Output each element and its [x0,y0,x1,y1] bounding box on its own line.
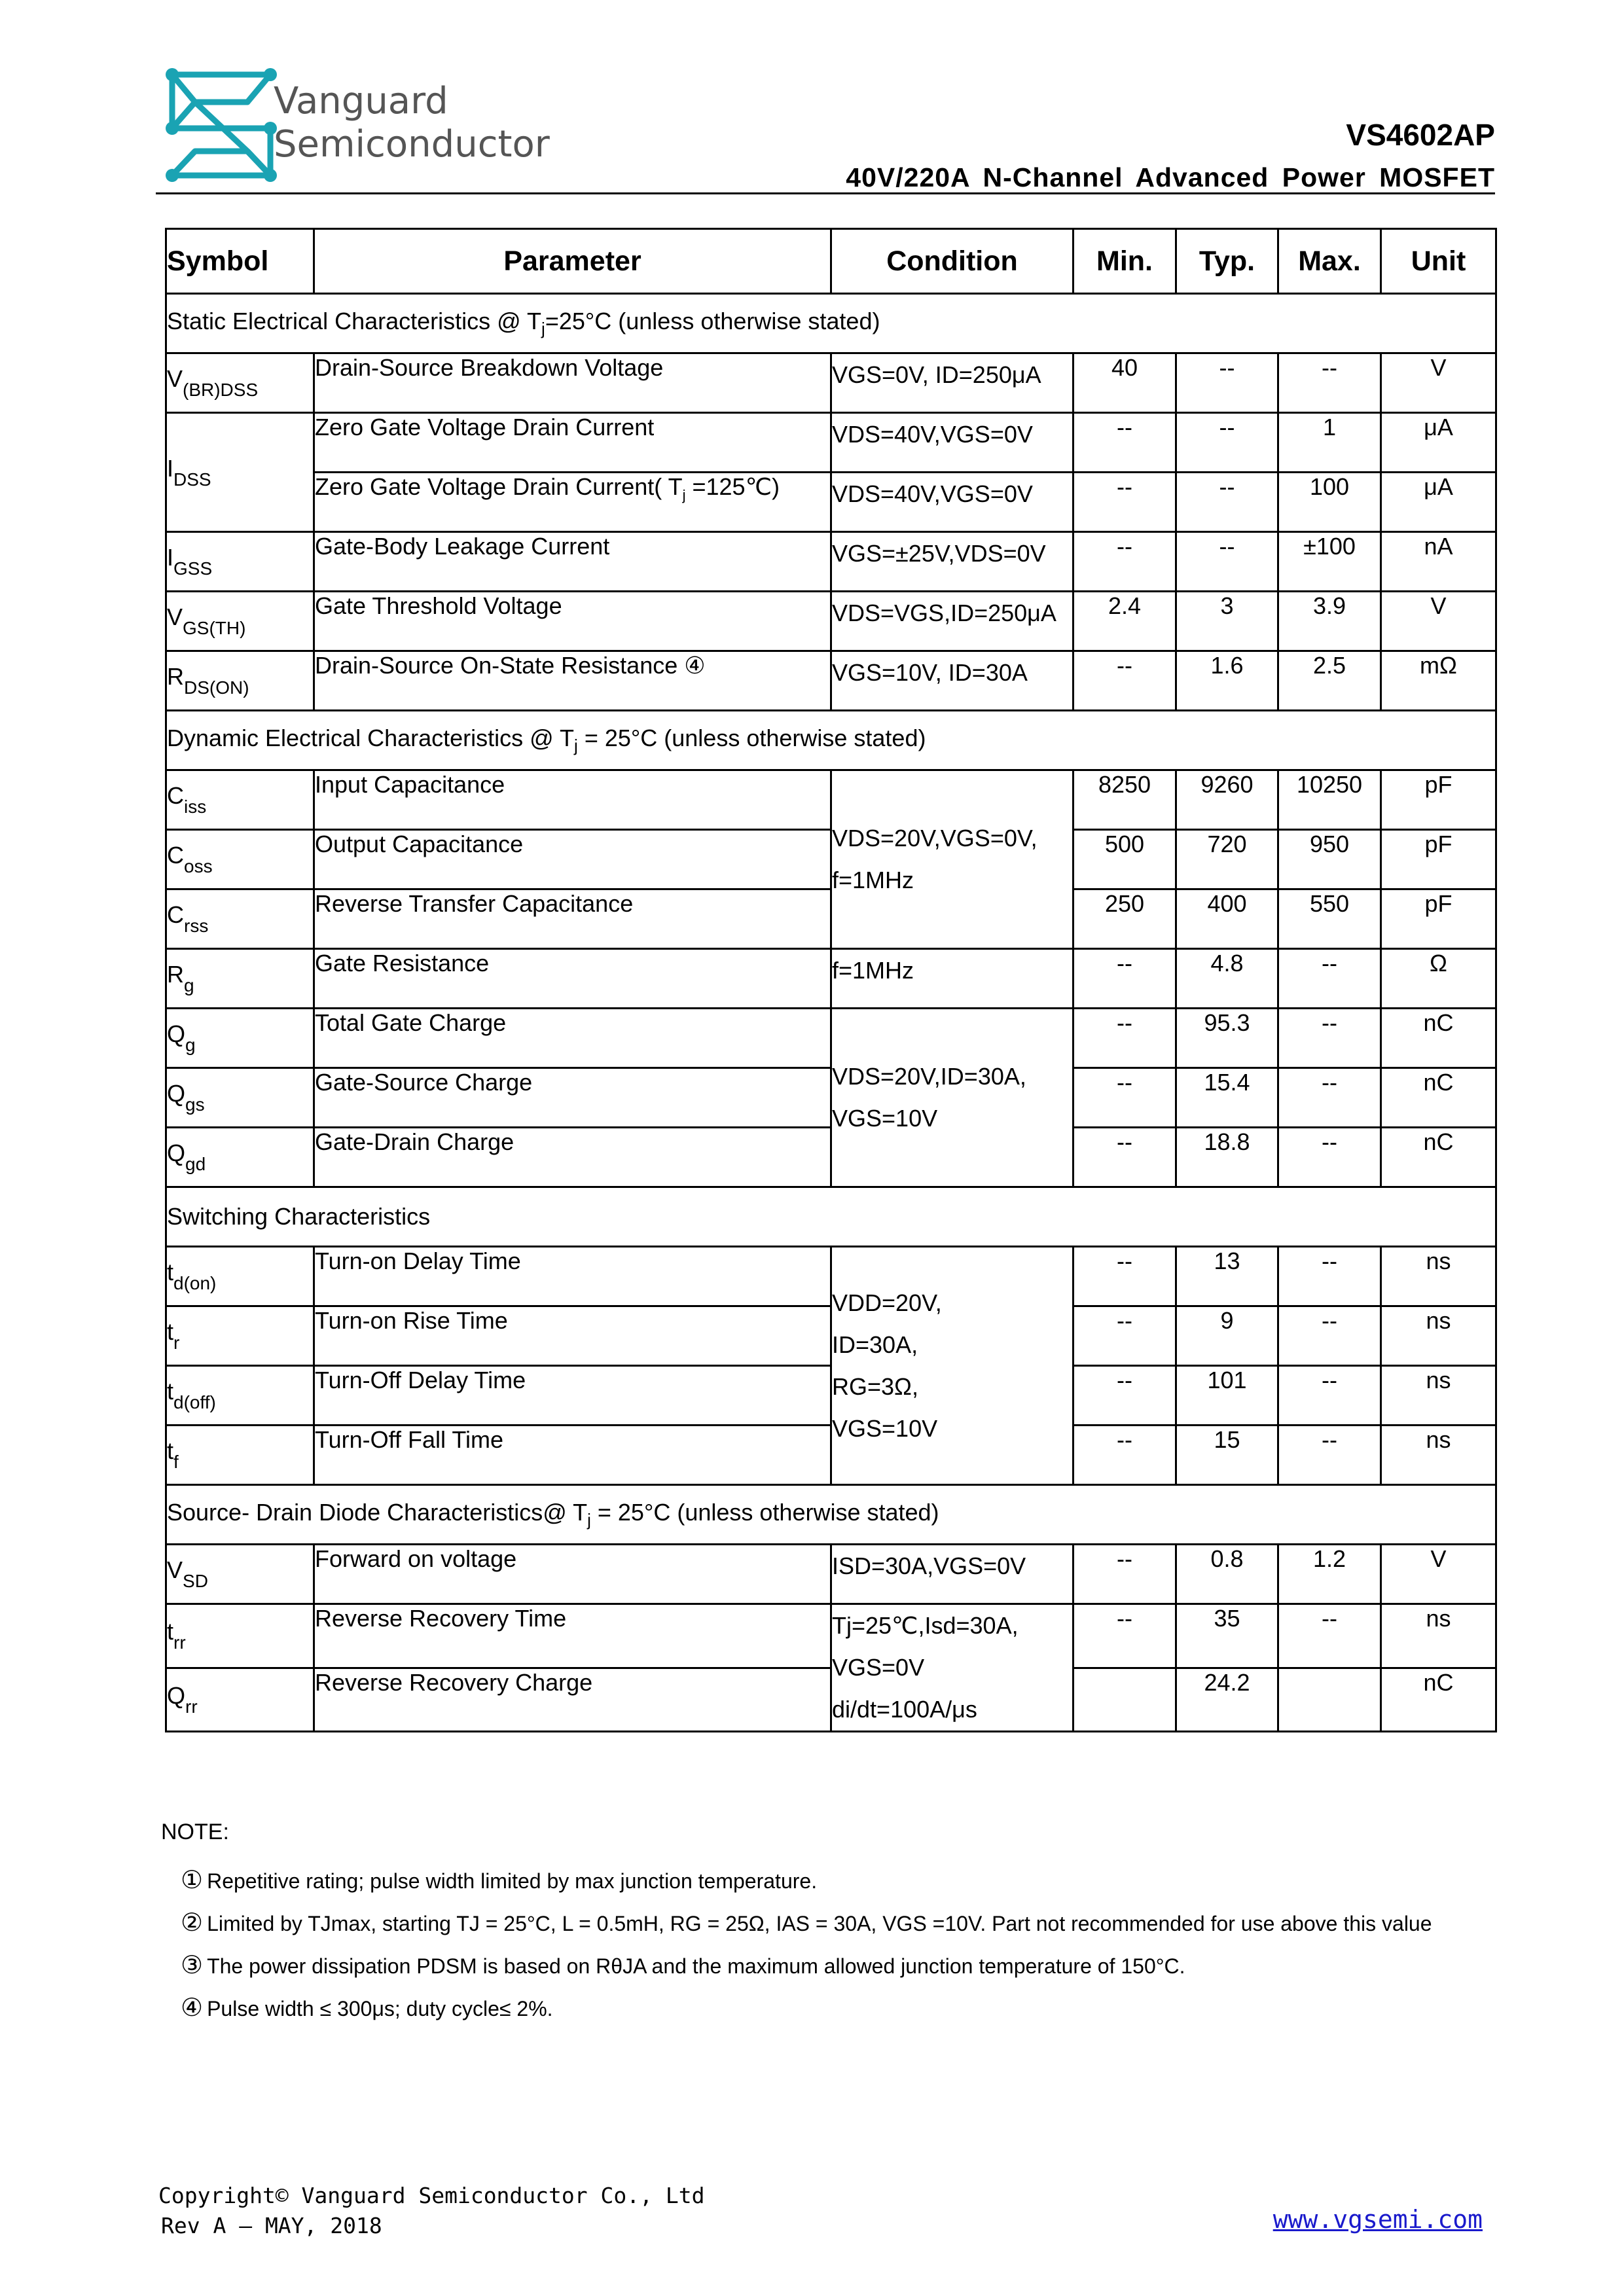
unit-cell: ns [1381,1306,1496,1366]
parameter-cell: Turn-on Delay Time [314,1247,831,1306]
document-subtitle: 40V/220A N-Channel Advanced Power MOSFET [846,162,1495,192]
max-cell: -- [1278,1128,1381,1187]
parameter-cell: Gate-Drain Charge [314,1128,831,1187]
header-min: Min. [1074,229,1176,294]
vanguard-logo [156,63,287,187]
typ-cell: 24.2 [1176,1668,1278,1732]
unit-cell: nA [1381,532,1496,592]
header-typ: Typ. [1176,229,1278,294]
parameter-cell: Gate-Body Leakage Current [314,532,831,592]
typ-cell: 4.8 [1176,949,1278,1009]
parameter-cell: Reverse Recovery Charge [314,1668,831,1732]
table-row [166,353,1496,413]
symbol-cell: $R_{DS(ON)}$ [166,651,314,711]
max-cell: -- [1278,1009,1381,1068]
max-cell: -- [1278,1247,1381,1306]
table-row [166,413,1496,473]
max-cell: 550 [1278,889,1381,949]
table-row [166,770,1496,830]
parameter-cell: Forward on voltage [314,1545,831,1604]
max-cell [1278,1668,1381,1732]
parameter-cell: Zero Gate Voltage Drain Current [314,413,831,473]
parameter-cell: Turn-Off Delay Time [314,1366,831,1426]
unit-cell: ns [1381,1366,1496,1426]
max-cell: 1.2 [1278,1545,1381,1604]
symbol-cell: $R_g$ [166,949,314,1009]
symbol-cell: $V_{GS(TH)}$ [166,592,314,651]
typ-cell: -- [1176,532,1278,592]
symbol-cell: $C_{iss}$ [166,770,314,830]
max-cell: 3.9 [1278,592,1381,651]
parameter-cell: Gate Resistance [314,949,831,1009]
min-cell: -- [1074,532,1176,592]
min-cell: -- [1074,651,1176,711]
symbol-cell: $t_r$ [166,1306,314,1366]
typ-cell: -- [1176,473,1278,532]
symbol-cell: $t_f$ [166,1426,314,1485]
max-cell: -- [1278,1366,1381,1426]
min-cell: 500 [1074,830,1176,889]
table-row [166,592,1496,651]
electrical-characteristics-table [165,228,1497,1732]
unit-cell: V [1381,1545,1496,1604]
section-row [166,1187,1496,1247]
header-max: Max. [1278,229,1381,294]
typ-cell: 95.3 [1176,1009,1278,1068]
table-row [166,532,1496,592]
unit-cell: ns [1381,1247,1496,1306]
unit-cell: V [1381,592,1496,651]
unit-cell: mΩ [1381,651,1496,711]
condition-cell: ISD=30A,VGS=0V [831,1545,1074,1604]
max-cell: -- [1278,1306,1381,1366]
unit-cell: nC [1381,1009,1496,1068]
symbol-cell: $V_{(BR)DSS}$ [166,353,314,413]
min-cell: 2.4 [1074,592,1176,651]
max-cell: -- [1278,353,1381,413]
min-cell: -- [1074,473,1176,532]
typ-cell: 0.8 [1176,1545,1278,1604]
table-row [166,949,1496,1009]
max-cell: 2.5 [1278,651,1381,711]
parameter-cell: Drain-Source Breakdown Voltage [314,353,831,413]
part-number: VS4602AP [1346,118,1495,152]
typ-cell: 3 [1176,592,1278,651]
unit-cell: μA [1381,413,1496,473]
parameter-cell: Turn-Off Fall Time [314,1426,831,1485]
symbol-cell: $C_{rss}$ [166,889,314,949]
parameter-cell: Drain-Source On-State Resistance ④ [314,651,831,711]
symbol-cell: $t_{rr}$ [166,1604,314,1668]
condition-cell: VDS=20V,VGS=0V, f=1MHz [831,770,1074,949]
parameter-cell: Total Gate Charge [314,1009,831,1068]
parameter-cell: Input Capacitance [314,770,831,830]
unit-cell: pF [1381,830,1496,889]
symbol-cell: $t_{d(off)}$ [166,1366,314,1426]
footer-copyright: Copyright© Vanguard Semiconductor Co., Ltd [158,2183,705,2208]
condition-cell: VGS=0V, ID=250μA [831,353,1074,413]
section-switching-title: Switching Characteristics [166,1187,1496,1247]
parameter-cell: Output Capacitance [314,830,831,889]
unit-cell: Ω [1381,949,1496,1009]
section-row [166,1485,1496,1545]
min-cell: 40 [1074,353,1176,413]
typ-cell: 101 [1176,1366,1278,1426]
brand-name-line2: Semiconductor [274,123,550,166]
symbol-cell: $Q_{gd}$ [166,1128,314,1187]
symbol-cell: $I_{GSS}$ [166,532,314,592]
max-cell: -- [1278,1068,1381,1128]
note-4: ④ Pulse width ≤ 300μs; duty cycle≤ 2%. [181,1993,553,2022]
typ-cell: 400 [1176,889,1278,949]
header-parameter: Parameter [314,229,831,294]
parameter-cell: Gate Threshold Voltage [314,592,831,651]
header-condition: Condition [831,229,1074,294]
section-row [166,711,1496,770]
symbol-cell: $C_{oss}$ [166,830,314,889]
min-cell: -- [1074,1306,1176,1366]
table-row [166,651,1496,711]
min-cell: 250 [1074,889,1176,949]
unit-cell: nC [1381,1128,1496,1187]
table-row [166,1009,1496,1068]
website-link[interactable]: www.vgsemi.com [1272,2205,1483,2234]
typ-cell: -- [1176,413,1278,473]
parameter-cell: Turn-on Rise Time [314,1306,831,1366]
typ-cell: 13 [1176,1247,1278,1306]
condition-cell: VDS=40V,VGS=0V [831,413,1074,473]
typ-cell: 15 [1176,1426,1278,1485]
note-3: ③ The power dissipation PDSM is based on RθJA and the maximum allowed junction temperature of 150°C. [181,1950,1185,1979]
condition-cell: VGS=±25V,VDS=0V [831,532,1074,592]
min-cell: -- [1074,1545,1176,1604]
table-row [166,1545,1496,1604]
typ-cell: 9260 [1176,770,1278,830]
min-cell: 8250 [1074,770,1176,830]
typ-cell: 18.8 [1176,1128,1278,1187]
condition-cell: VDS=VGS,ID=250μA [831,592,1074,651]
table-row [166,473,1496,532]
max-cell: 10250 [1278,770,1381,830]
table-row [166,1604,1496,1668]
typ-cell: 720 [1176,830,1278,889]
condition-cell: VDS=20V,ID=30A, VGS=10V [831,1009,1074,1187]
symbol-cell: $Q_{gs}$ [166,1068,314,1128]
brand-name-line1: Vanguard [274,80,448,122]
unit-cell: μA [1381,473,1496,532]
min-cell: -- [1074,413,1176,473]
min-cell: -- [1074,1128,1176,1187]
condition-cell: VDS=40V,VGS=0V [831,473,1074,532]
condition-cell: VDD=20V, ID=30A, RG=3Ω, VGS=10V [831,1247,1074,1485]
section-row [166,294,1496,353]
typ-cell: 1.6 [1176,651,1278,711]
typ-cell: -- [1176,353,1278,413]
min-cell [1074,1668,1176,1732]
parameter-cell: Zero Gate Voltage Drain Current( $T_j$ =125℃) [314,473,831,532]
min-cell: -- [1074,1068,1176,1128]
max-cell: -- [1278,949,1381,1009]
max-cell: -- [1278,1426,1381,1485]
parameter-cell: Reverse Transfer Capacitance [314,889,831,949]
header-divider [156,192,1495,194]
min-cell: -- [1074,1366,1176,1426]
footer-revision: Rev A – MAY, 2018 [161,2213,382,2238]
condition-cell: VGS=10V, ID=30A [831,651,1074,711]
header-symbol: Symbol [166,229,314,294]
min-cell: -- [1074,1426,1176,1485]
unit-cell: ns [1381,1604,1496,1668]
max-cell: 1 [1278,413,1381,473]
header-unit: Unit [1381,229,1496,294]
condition-cell: f=1MHz [831,949,1074,1009]
parameter-cell: Reverse Recovery Time [314,1604,831,1668]
typ-cell: 35 [1176,1604,1278,1668]
parameter-cell: Gate-Source Charge [314,1068,831,1128]
max-cell: 950 [1278,830,1381,889]
symbol-cell: $Q_{rr}$ [166,1668,314,1732]
condition-cell: Tj=25℃,Isd=30A, VGS=0V di/dt=100A/μs [831,1604,1074,1732]
typ-cell: 9 [1176,1306,1278,1366]
min-cell: -- [1074,1247,1176,1306]
symbol-cell: $t_{d(on)}$ [166,1247,314,1306]
section-static-title: Static Electrical Characteristics @ $T_j=25^\circ C$ (unless otherwise stated) [166,294,1496,353]
max-cell: ±100 [1278,532,1381,592]
unit-cell: nC [1381,1068,1496,1128]
typ-cell: 15.4 [1176,1068,1278,1128]
min-cell: -- [1074,1604,1176,1668]
note-2: ② Limited by TJmax, starting TJ = 25°C, L = 0.5mH, RG = 25Ω, IAS = 30A, VGS =10V. Part not recommended for use above this value [181,1908,1432,1937]
symbol-cell: $V_{SD}$ [166,1545,314,1604]
note-1: ① Repetitive rating; pulse width limited by max junction temperature. [181,1865,818,1894]
unit-cell: V [1381,353,1496,413]
unit-cell: pF [1381,889,1496,949]
max-cell: 100 [1278,473,1381,532]
unit-cell: nC [1381,1668,1496,1732]
unit-cell: ns [1381,1426,1496,1485]
table-row [166,1247,1496,1306]
section-diode-title: Source- Drain Diode Characteristics@ $T_j = 25^\circ C$ (unless otherwise stated) [166,1485,1496,1545]
max-cell: -- [1278,1604,1381,1668]
symbol-cell: $Q_g$ [166,1009,314,1068]
min-cell: -- [1074,949,1176,1009]
symbol-cell: $I_{DSS}$ [166,413,314,532]
unit-cell: pF [1381,770,1496,830]
table-header-row [166,229,1496,294]
section-dynamic-title: Dynamic Electrical Characteristics @ $T_j = 25^\circ C$ (unless otherwise stated) [166,711,1496,770]
notes-title: NOTE: [161,1820,229,1844]
min-cell: -- [1074,1009,1176,1068]
